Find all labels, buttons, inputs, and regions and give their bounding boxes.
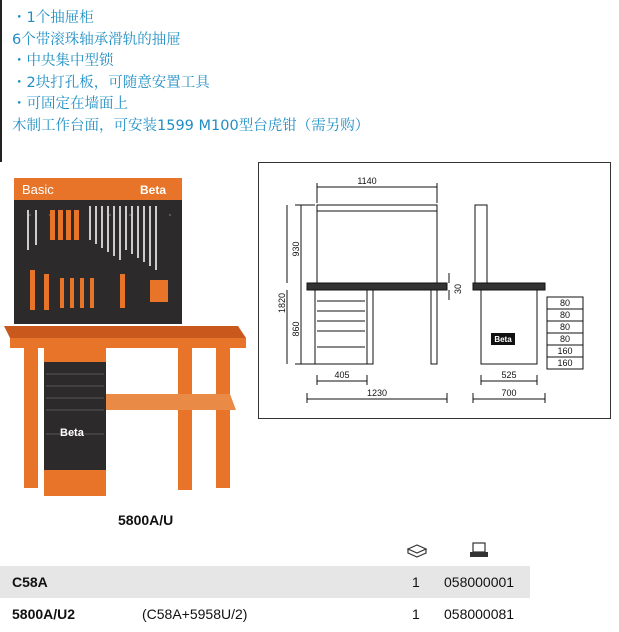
feature-list <box>12 8 369 137</box>
dim-width-upper: 1140 <box>357 176 377 186</box>
side-brand: Beta <box>494 335 512 344</box>
feature-item: 木制工作台面，可安装1599 M100型台虎钳（需另购） <box>12 117 370 134</box>
feature-item: ・中央集中型锁 <box>12 53 114 69</box>
board-brand: Beta <box>140 183 167 197</box>
bench-leg <box>216 348 230 488</box>
item-quantity: 1 <box>412 574 420 590</box>
board-label: Basic <box>22 182 54 197</box>
dim-height-upper: 930 <box>291 241 301 257</box>
item-number: 058000081 <box>444 606 515 622</box>
item-number: 058000001 <box>444 574 515 590</box>
drawer-height: 80 <box>559 310 571 320</box>
model-caption: 5800A/U <box>118 512 174 528</box>
drawer-height: 160 <box>557 358 573 368</box>
drawer-height: 80 <box>559 298 571 308</box>
item-quantity: 1 <box>412 606 420 622</box>
bench-shelf <box>100 394 236 410</box>
dim-cabinet-width: 405 <box>334 370 350 380</box>
feature-item: ・1个抽屉柜 <box>12 10 94 26</box>
bench-leg <box>24 348 38 488</box>
dim-total-width: 1230 <box>366 388 388 398</box>
workbench-photo <box>0 170 250 510</box>
catalog-icon <box>468 542 490 558</box>
feature-item: 6个带滚珠轴承滑轨的抽屉 <box>12 31 181 48</box>
dim-height-total: 1820 <box>277 292 287 314</box>
bench-leg <box>178 348 192 490</box>
cabinet-brand: Beta <box>60 427 84 439</box>
package-icon <box>406 542 428 558</box>
left-rule <box>0 0 2 162</box>
table-row <box>0 566 530 598</box>
feature-item: ・可固定在墙面上 <box>12 96 128 112</box>
dim-top-thickness: 30 <box>453 283 463 295</box>
dim-height-lower: 860 <box>291 321 301 337</box>
bench-top <box>4 326 246 338</box>
drawer-height: 160 <box>557 346 573 356</box>
drawer-height: 80 <box>559 322 571 332</box>
dim-side-depth: 700 <box>501 388 517 398</box>
order-table <box>0 542 530 630</box>
feature-item: ・2块打孔板，可随意安置工具 <box>12 74 210 91</box>
drawer-height: 80 <box>559 334 571 344</box>
item-description: (C58A+5958U/2) <box>142 606 248 622</box>
item-code: C58A <box>12 574 48 590</box>
dimension-drawing <box>258 162 611 419</box>
item-code: 5800A/U2 <box>12 606 76 622</box>
dim-side-depth-inner: 525 <box>501 370 517 380</box>
table-header <box>0 542 530 566</box>
table-row <box>0 598 530 630</box>
